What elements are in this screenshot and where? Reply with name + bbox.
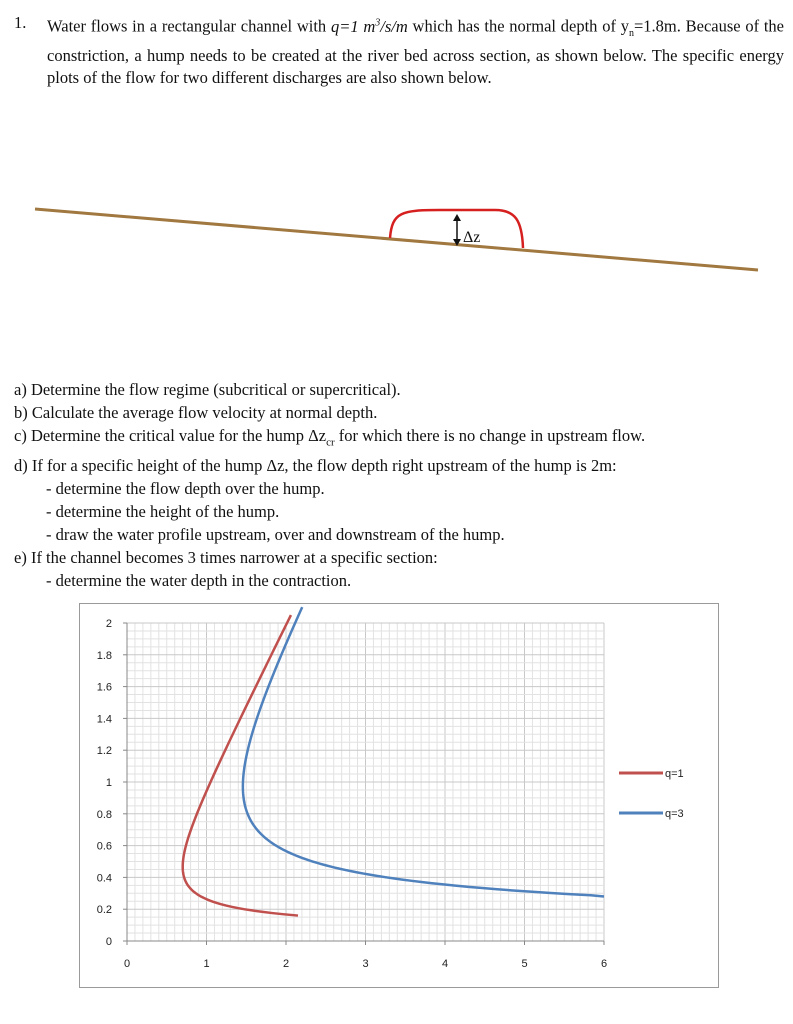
y-tick-label: 1.8 xyxy=(96,649,112,662)
y-tick-label: 1.6 xyxy=(96,681,112,694)
question-d-item: - determine the flow depth over the hump. xyxy=(46,479,325,499)
question-d-item: - draw the water profile upstream, over and downstream of the hump. xyxy=(46,525,505,545)
question-d-item: - determine the height of the hump. xyxy=(46,502,280,522)
y-tick-label: 0.6 xyxy=(96,840,112,853)
x-tick-label: 2 xyxy=(282,958,290,970)
x-tick-label: 3 xyxy=(362,958,369,970)
intro-text-1: Water flows in a rectangular channel with xyxy=(47,16,331,36)
hump-label: Δz xyxy=(463,229,481,246)
question-c-sub: cr xyxy=(326,436,335,449)
questions-list xyxy=(14,378,784,592)
y-tick-label: 1.2 xyxy=(96,745,112,758)
legend-label-q-1: q=1 xyxy=(665,768,684,780)
problem-text xyxy=(47,12,784,89)
chart-grid xyxy=(127,623,604,941)
question-e-item: - determine the water depth in the contraction. xyxy=(46,571,352,591)
legend-label-q-3: q=3 xyxy=(665,808,684,820)
q-exponent: 3 xyxy=(375,17,381,28)
hump-diagram xyxy=(0,190,793,290)
intro-text-3: Because of the constriction, a hump needs to be created at the river bed across section, as shown below. The specific energy plots of the flow for two different discharges are also shown below. xyxy=(47,16,784,87)
question-c-post: for which there is no change in upstream flow. xyxy=(334,426,646,445)
intro-text-2: which has the normal depth of y xyxy=(407,16,629,36)
x-tick-label: 0 xyxy=(123,958,131,970)
question-b: b) Calculate the average flow velocity at normal depth. xyxy=(14,403,378,422)
x-tick-label: 4 xyxy=(441,958,449,970)
y-tick-label: 2 xyxy=(105,618,112,630)
problem-number: 1. xyxy=(14,13,27,32)
x-tick-label: 1 xyxy=(203,958,210,970)
y-tick-label: 0.2 xyxy=(96,904,112,917)
problem-statement xyxy=(14,12,784,89)
chart-frame xyxy=(80,604,719,988)
q-units: /s/m xyxy=(380,16,408,36)
question-d: d) If for a specific height of the hump Δz, the flow depth right upstream of the hump is 2m: xyxy=(14,456,617,476)
question-c-pre: c) Determine the critical value for the hump Δz xyxy=(14,426,327,445)
specific-energy-chart xyxy=(79,603,719,988)
question-c xyxy=(14,424,784,454)
q-value: =1 m xyxy=(339,16,376,36)
yn-subscript: n xyxy=(628,27,634,39)
y-tick-label: 0 xyxy=(105,936,112,948)
x-tick-label: 5 xyxy=(521,958,528,970)
y-tick-label: 1.4 xyxy=(96,713,112,726)
y-tick-label: 0.4 xyxy=(96,872,112,885)
question-e: e) If the channel becomes 3 times narrower at a specific section: xyxy=(14,548,438,568)
q-symbol: q xyxy=(330,16,340,36)
yn-value: =1.8m. xyxy=(633,16,681,36)
y-tick-label: 1 xyxy=(105,777,112,789)
double-arrow-icon xyxy=(453,214,461,246)
y-tick-label: 0.8 xyxy=(96,808,112,821)
x-tick-label: 6 xyxy=(600,958,608,970)
question-a: a) Determine the flow regime (subcritical or supercritical). xyxy=(14,380,401,399)
